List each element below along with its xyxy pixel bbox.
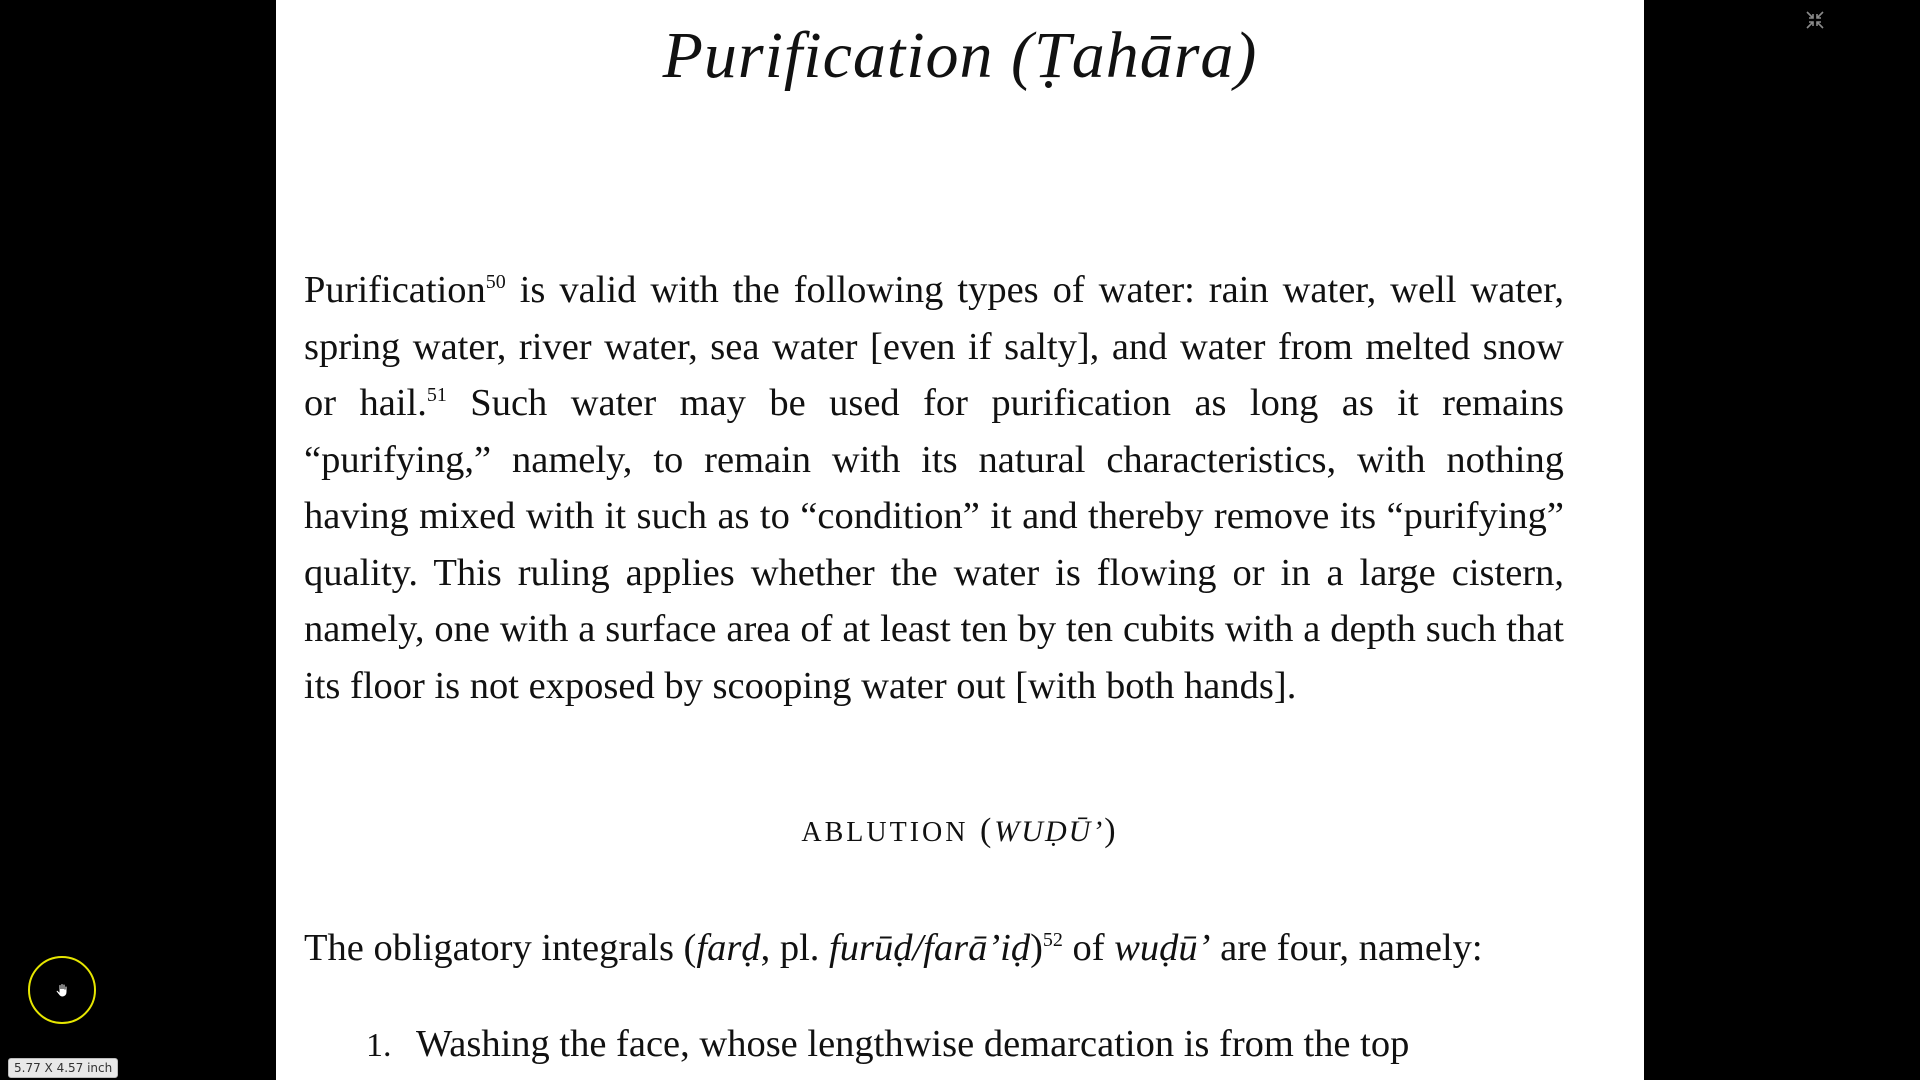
- paragraph-integrals: [304, 920, 1564, 976]
- heading-open-paren: (: [968, 812, 995, 849]
- heading-term: WUḌŪ’: [994, 815, 1105, 848]
- integrals-text-1: The obligatory integrals (: [304, 927, 697, 969]
- integrals-text-4: of: [1062, 927, 1115, 969]
- heading-label: ABLUTION: [801, 817, 969, 848]
- page-size-badge: 5.77 X 4.57 inch: [8, 1058, 118, 1078]
- heading-close-paren: ): [1104, 812, 1119, 849]
- hand-tool-cursor[interactable]: [28, 956, 96, 1024]
- section-heading-ablution: [276, 812, 1644, 850]
- paragraph-text-2: is valid with the following types of water: rain water, well water, spring water, river water, sea water [even if salty], and water from melted snow or hail.: [304, 269, 1564, 424]
- list-text: Washing the face, whose lengthwise demarcation is from the top: [416, 1023, 1410, 1065]
- minimize-icon-graphic: [1805, 10, 1825, 30]
- footnote-ref-52[interactable]: 52: [1042, 929, 1063, 952]
- hand-icon: [54, 982, 70, 998]
- footnote-ref-51[interactable]: 51: [426, 384, 447, 407]
- integrals-text-2: , pl.: [760, 927, 830, 969]
- integrals-text-5: are four, namely:: [1210, 927, 1483, 969]
- integrals-text-3: ): [1030, 927, 1043, 969]
- integrals-term-1: farḍ: [696, 927, 761, 969]
- list-number: 1.: [366, 1027, 392, 1064]
- paragraph-text-1: Purification: [304, 269, 486, 311]
- minimize-icon[interactable]: [1805, 10, 1825, 30]
- document-page: [276, 0, 1644, 1080]
- footnote-ref-50[interactable]: 50: [485, 271, 506, 294]
- list-item-1: [366, 1016, 1566, 1074]
- page-title: Purification (Ṭahāra): [662, 19, 1258, 92]
- integrals-term-3: wuḍū’: [1114, 927, 1211, 969]
- paragraph-text-3: Such water may be used for purification as long as it remains “purifying,” namely, to remain with its natural characteristics, with nothing having mixed with it such as to “condition” it and thereby remove its “purifying” quality. This ruling applies whether the water is flowing or in a large cistern, namely, one with a surface area of at least ten by ten cubits with a depth such that its floor is not exposed by scooping water out [with both hands].: [304, 382, 1564, 707]
- paragraph-purification: [304, 262, 1564, 714]
- integrals-term-2: furūḍ/farā’iḍ: [829, 927, 1031, 969]
